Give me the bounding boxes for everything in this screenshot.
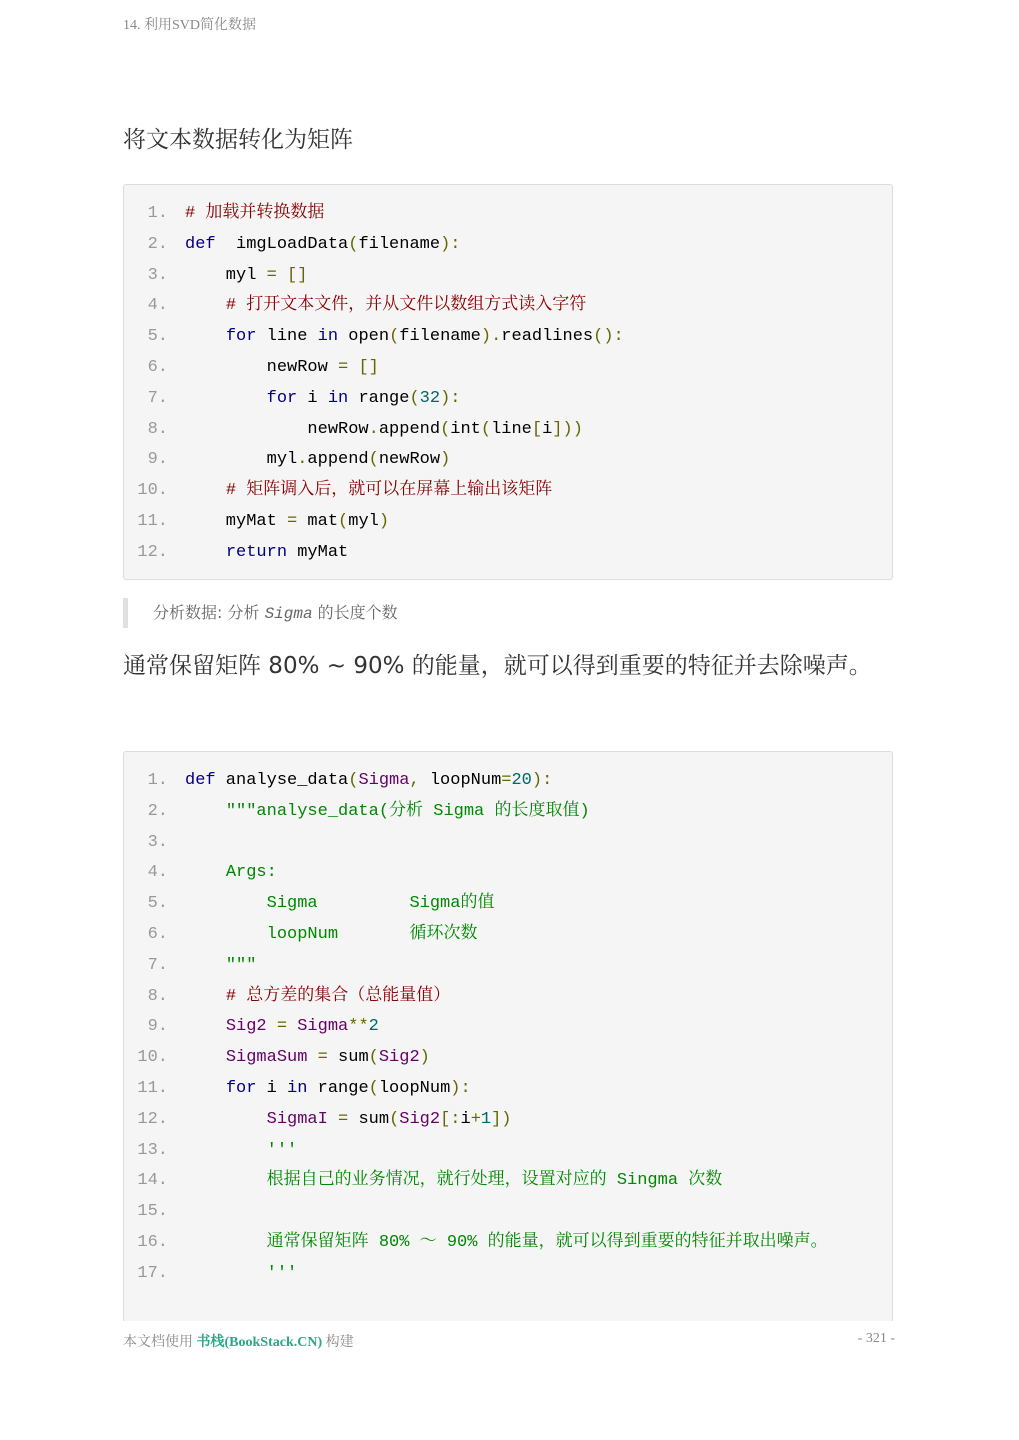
code-token: in	[287, 1078, 308, 1098]
code-line	[124, 766, 892, 797]
code-line	[124, 1197, 892, 1228]
code-line	[124, 1074, 892, 1105]
code-token	[185, 956, 226, 975]
code-line	[124, 1136, 892, 1167]
line-number: 3.	[147, 265, 168, 285]
code-token: newRow	[185, 419, 369, 439]
code-token: mat	[297, 511, 339, 531]
code-token: =	[501, 771, 512, 790]
code-token: # 总方差的集合（总能量值）	[225, 986, 451, 1006]
code-token: in	[327, 388, 349, 408]
code-token: '''	[266, 1263, 298, 1283]
code-token	[185, 1079, 226, 1098]
code-text	[168, 199, 324, 230]
line-number: 1.	[147, 204, 168, 223]
code-token: ):	[440, 388, 461, 408]
code-text	[168, 1259, 297, 1290]
code-token: for	[266, 388, 298, 408]
code-token	[185, 1233, 267, 1252]
code-text	[168, 766, 552, 797]
code-text	[168, 889, 494, 920]
code-token: Sigma	[297, 1017, 349, 1037]
line-number: 11.	[137, 511, 168, 531]
code-token: newRow	[378, 450, 441, 470]
code-line	[124, 828, 892, 859]
code-token: ])	[491, 1109, 512, 1129]
code-token	[185, 1017, 226, 1036]
code-text	[168, 384, 460, 415]
code-token: analyse_data	[215, 771, 349, 790]
code-line	[124, 1228, 892, 1259]
code-text	[168, 415, 583, 446]
code-token: Args:	[225, 863, 277, 883]
code-token	[185, 1048, 226, 1067]
code-token: Sigma Sigma的值	[266, 894, 495, 914]
code-text	[168, 1012, 379, 1043]
code-line	[124, 1259, 892, 1290]
code-token: .	[368, 419, 379, 439]
code-line	[124, 384, 892, 415]
line-number: 5.	[147, 327, 168, 347]
line-number: 11.	[137, 1078, 168, 1098]
footer-credit	[123, 1331, 354, 1351]
code-token: filename	[399, 327, 481, 347]
code-token: (	[348, 771, 359, 790]
code-line	[124, 476, 892, 507]
page-number: - 321 -	[857, 1331, 895, 1346]
section-heading-energy: 通常保留矩阵 80% ~ 90% 的能量，就可以得到重要的特征并去除噪声。	[123, 653, 872, 679]
code-token: []	[358, 357, 379, 377]
code-line	[124, 322, 892, 353]
code-block-analyse-data	[123, 751, 893, 1321]
code-line	[124, 230, 892, 261]
line-number: 16.	[137, 1232, 168, 1252]
code-token: ):	[450, 1078, 471, 1098]
code-token: append	[378, 419, 441, 439]
line-number: 12.	[137, 1109, 168, 1129]
code-token	[185, 925, 267, 944]
line-number: 8.	[147, 986, 168, 1006]
code-token: i	[297, 388, 328, 408]
code-text	[168, 1136, 297, 1167]
footer-brand-link[interactable]: 书栈(BookStack.CN)	[196, 1335, 323, 1350]
code-token: )	[440, 450, 451, 470]
code-token: line	[491, 419, 532, 439]
code-token	[185, 1110, 267, 1129]
code-token: (	[389, 327, 400, 347]
code-text	[168, 951, 256, 982]
code-token: Sig2	[399, 1109, 441, 1129]
line-number: 14.	[137, 1171, 168, 1191]
code-token: (	[480, 419, 492, 439]
line-number: 4.	[147, 863, 168, 883]
code-token: 通常保留矩阵 80% ～ 90% 的能量，就可以得到重要的特征并取出噪声。	[266, 1232, 828, 1252]
code-line	[124, 261, 892, 292]
code-text	[168, 476, 552, 507]
code-line	[124, 797, 892, 828]
code-token: =	[338, 1109, 349, 1129]
code-token: for	[225, 1078, 257, 1098]
code-token: (	[389, 1109, 400, 1129]
code-text	[168, 261, 307, 292]
code-token: 32	[419, 388, 441, 408]
line-number: 10.	[137, 1048, 168, 1068]
code-line	[124, 1043, 892, 1074]
code-token: Sig2	[378, 1048, 420, 1068]
code-token: SigmaSum	[225, 1048, 308, 1068]
line-number: 15.	[137, 1202, 168, 1222]
code-text	[168, 230, 460, 261]
code-text	[168, 322, 624, 353]
code-token: Sig2	[225, 1017, 267, 1037]
code-token	[185, 863, 226, 882]
code-token: loopNum	[419, 771, 502, 790]
code-token	[307, 1048, 317, 1067]
line-number: 2.	[147, 234, 168, 254]
code-token: (	[338, 511, 349, 531]
code-token: open	[338, 327, 390, 347]
code-token: **	[348, 1017, 369, 1037]
code-line	[124, 1012, 892, 1043]
code-token: loopNum 循环次数	[266, 924, 478, 944]
code-token: [	[531, 419, 543, 439]
code-token: imgLoadData	[215, 234, 349, 254]
code-text	[168, 507, 389, 538]
code-token: return	[225, 542, 288, 562]
code-line	[124, 1166, 892, 1197]
line-number: 17.	[137, 1263, 168, 1283]
code-line	[124, 415, 892, 446]
code-text	[168, 982, 450, 1013]
code-token: sum	[327, 1048, 369, 1068]
code-line	[124, 445, 892, 476]
code-token: =	[266, 265, 277, 285]
code-token: =	[276, 1017, 288, 1037]
code-token: 1	[480, 1109, 492, 1129]
quote-prefix: 分析数据: 分析	[153, 603, 265, 622]
code-token: # 加载并转换数据	[185, 204, 325, 223]
code-token	[185, 802, 226, 821]
running-head: 14. 利用SVD简化数据	[123, 18, 257, 33]
code-token: range	[348, 388, 410, 408]
code-text	[168, 445, 450, 476]
code-text	[168, 538, 348, 569]
code-token	[185, 327, 226, 346]
code-token: (	[368, 1078, 379, 1098]
code-token: (	[409, 388, 420, 408]
code-token	[267, 1017, 277, 1036]
line-number: 7.	[147, 388, 168, 408]
code-token: (	[348, 234, 359, 254]
code-token: myl	[348, 511, 379, 531]
footer-suffix: 构建	[322, 1335, 354, 1350]
code-token: =	[317, 1048, 328, 1068]
code-token: int	[450, 419, 481, 439]
code-token: def	[185, 771, 216, 790]
code-text	[168, 291, 586, 322]
code-line	[124, 889, 892, 920]
code-token: append	[307, 450, 369, 470]
code-token	[185, 1264, 267, 1283]
code-token: 20	[511, 771, 532, 790]
code-token: newRow	[185, 357, 339, 377]
code-token	[287, 1017, 297, 1036]
code-text	[168, 1105, 512, 1136]
code-token	[185, 296, 226, 315]
code-line	[124, 199, 892, 230]
code-token: in	[317, 327, 339, 347]
code-text	[168, 1043, 430, 1074]
code-text	[168, 1166, 722, 1197]
code-text	[168, 858, 277, 889]
code-token: (	[368, 450, 379, 470]
line-number: 7.	[147, 955, 168, 975]
code-token: ]))	[552, 419, 583, 439]
code-token	[185, 543, 226, 562]
code-text	[168, 828, 185, 859]
code-token: SigmaI	[266, 1109, 328, 1129]
code-block-imgloaddata	[123, 184, 893, 580]
code-token: ):	[440, 234, 461, 254]
code-token: myMat	[287, 542, 349, 562]
line-number: 8.	[147, 419, 168, 439]
quote-suffix: 的长度个数	[312, 603, 398, 622]
code-line	[124, 538, 892, 569]
code-token: myl	[185, 265, 267, 285]
code-token: range	[307, 1078, 369, 1098]
line-number: 9.	[147, 1017, 168, 1037]
code-token: """	[225, 955, 257, 975]
code-token: 2	[368, 1017, 379, 1037]
line-number: 2.	[147, 801, 168, 821]
code-token: '''	[266, 1140, 298, 1160]
line-number: 4.	[147, 296, 168, 316]
code-line	[124, 291, 892, 322]
code-token	[185, 1141, 267, 1160]
code-token: filename	[358, 234, 441, 254]
code-token	[277, 266, 287, 285]
code-text	[168, 920, 477, 951]
code-token: Sigma	[358, 771, 410, 790]
code-line	[124, 982, 892, 1013]
code-token: [:	[440, 1109, 461, 1129]
code-text	[168, 1074, 471, 1105]
code-line	[124, 1105, 892, 1136]
line-number: 10.	[137, 481, 168, 501]
code-token	[328, 1110, 338, 1129]
code-line	[124, 951, 892, 982]
code-token: ():	[593, 327, 624, 347]
code-line	[124, 507, 892, 538]
line-number: 12.	[137, 542, 168, 562]
code-token	[348, 358, 358, 377]
code-token: ):	[531, 771, 553, 790]
line-number: 6.	[147, 924, 168, 944]
code-token: # 矩阵调入后，就可以在屏幕上输出该矩阵	[225, 481, 553, 501]
code-text	[168, 1197, 185, 1228]
code-token: i	[542, 419, 553, 439]
line-number: 3.	[147, 832, 168, 852]
code-token: def	[185, 234, 216, 254]
code-token: loopNum	[378, 1078, 451, 1098]
line-number: 13.	[137, 1140, 168, 1160]
code-token	[185, 1171, 267, 1190]
footer-prefix: 本文档使用	[123, 1335, 197, 1350]
code-token	[185, 389, 267, 408]
code-token: (	[368, 1048, 379, 1068]
blockquote-analyse-data	[123, 598, 398, 628]
line-number: 6.	[147, 357, 168, 377]
quote-sigma: Sigma	[264, 605, 313, 623]
section-heading-text-to-matrix: 将文本数据转化为矩阵	[123, 127, 353, 153]
code-text	[168, 353, 379, 384]
code-line	[124, 920, 892, 951]
code-token: .	[297, 450, 308, 470]
code-token	[185, 987, 226, 1006]
code-line	[124, 858, 892, 889]
code-token	[185, 481, 226, 500]
code-token: """analyse_data(分析 Sigma 的长度取值)	[225, 801, 590, 821]
code-token: ,	[409, 771, 420, 790]
code-text	[168, 1228, 828, 1259]
code-token: line	[256, 327, 318, 347]
code-token: )	[419, 1048, 430, 1068]
code-token: # 打开文本文件，并从文件以数组方式读入字符	[225, 296, 587, 316]
code-token: 根据自己的业务情况，就行处理，设置对应的 Singma 次数	[266, 1171, 723, 1191]
code-token: i	[256, 1078, 288, 1098]
code-token: (	[440, 419, 451, 439]
code-token: myMat	[185, 511, 288, 531]
code-token: readlines	[501, 327, 594, 347]
code-token: ).	[480, 327, 502, 347]
code-token: sum	[348, 1109, 390, 1129]
code-token: )	[378, 511, 390, 531]
line-number: 5.	[147, 894, 168, 914]
code-token: for	[225, 327, 257, 347]
code-token: myl	[185, 450, 298, 470]
code-token: +	[470, 1109, 481, 1129]
code-token: []	[287, 265, 308, 285]
code-token: =	[338, 357, 349, 377]
code-token: =	[287, 511, 298, 531]
code-token: i	[460, 1109, 471, 1129]
code-line	[124, 353, 892, 384]
line-number: 1.	[147, 771, 168, 790]
line-number: 9.	[147, 450, 168, 470]
code-text	[168, 797, 590, 828]
code-token	[185, 894, 267, 913]
